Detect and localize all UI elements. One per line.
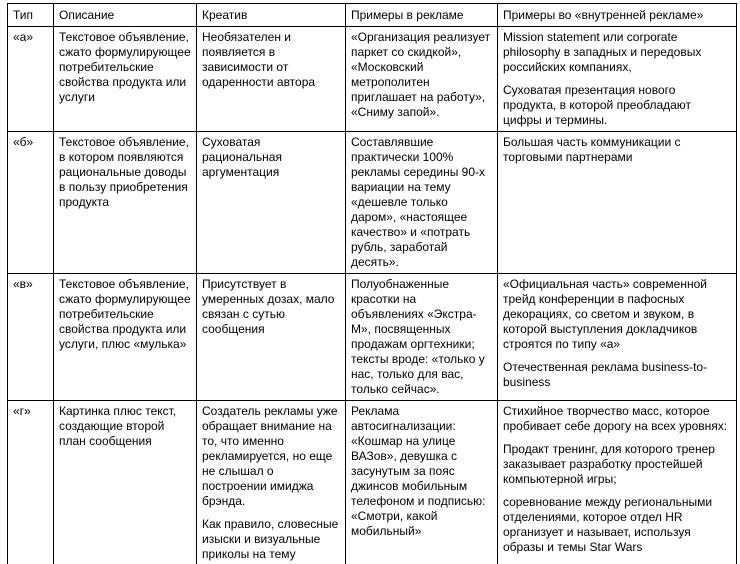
row-a-ad-examples-cell: «Организация реализует паркет со скидкой», «Московский метрополитен приглашает на работу», «Сниму запой». [346,27,498,132]
row-g-ad-examples-cell: Реклама автосигнализации: «Кошмар на улице ВАЗов», девушка с засунутым за пояс джинсов мобильным телефоном и подписью: «Смотри, какой мобильный» [346,401,498,564]
row-b-type-cell: «б» [8,132,54,274]
table-header-row [8,4,737,27]
row-a-type-cell: «а» [8,27,54,132]
row-v-description-cell: Текстовое объявление, сжато формулирующее потребительские свойства продукта или услуги, плюс «мулька» [54,274,197,401]
row-b-ad-examples-cell: Составлявшие практически 100% рекламы середины 90-х вариации на тему «дешевле только даром», «настоящее качество» и «потрать рубль, заработай десять». [346,132,498,274]
header-type: Тип [8,4,54,27]
header-description: Описание [54,4,197,27]
row-g-type-cell: «г» [8,401,54,564]
row-g-description-cell: Картинка плюс текст, создающие второй план сообщения [54,401,197,564]
header-internal-examples: Примеры во «внутренней рекламе» [498,4,737,27]
table-row-a [8,27,737,132]
table-row-b [8,132,737,274]
table-row-g [8,401,737,564]
row-g-internal-examples-cell: Стихийное творчество масс, которое пробивает себе дорогу на всех уровнях: Продакт тренинг, для которого тренер заказывает разработку простейшей компьютерной игры; соревнование между региональными отделениями, которое отдел HR организует и называет, используя образы и темы Star Wars [498,401,737,564]
row-v-type-cell: «в» [8,274,54,401]
row-b-creative-cell: Суховатая рациональная аргументация [197,132,346,274]
row-v-creative-cell: Присутствует в умеренных дозах, мало связан с сутью сообщения [197,274,346,401]
header-ad-examples: Примеры в рекламе [346,4,498,27]
table-row-v [8,274,737,401]
row-v-ad-examples-cell: Полуобнаженные красотки на объявлениях «Экстра-М», посвященных продажам оргтехники; тексты вроде: «только у нас, только для вас, только сейчас». [346,274,498,401]
row-b-internal-examples-cell: Большая часть коммуникации с торговыми партнерами [498,132,737,274]
row-a-creative-cell: Необязателен и появляется в зависимости от одаренности автора [197,27,346,132]
header-creative: Креатив [197,4,346,27]
ad-types-table [7,3,737,564]
row-g-creative-cell: Создатель рекламы уже обращает внимание на то, что именно рекламируется, но еще не слышал о построении имиджа брэнда. Как правило, словесные изыски и визуальные приколы на тему [197,401,346,564]
row-a-description-cell: Текстовое объявление, сжато формулирующее потребительские свойства продукта или услуги [54,27,197,132]
row-v-internal-examples-cell: «Официальная часть» современной трейд конференции в пафосных декорациях, со светом и звуком, в которой выступления докладчиков строятся по типу «а» Отечественная реклама business-to-business [498,274,737,401]
row-b-description-cell: Текстовое объявление, в котором появляются рациональные доводы в пользу приобретения продукта [54,132,197,274]
row-a-internal-examples-cell: Mission statement или corporate philosophy в западных и передовых российских компаниях, Суховатая презентация нового продукта, в которой преобладают цифры и термины. [498,27,737,132]
